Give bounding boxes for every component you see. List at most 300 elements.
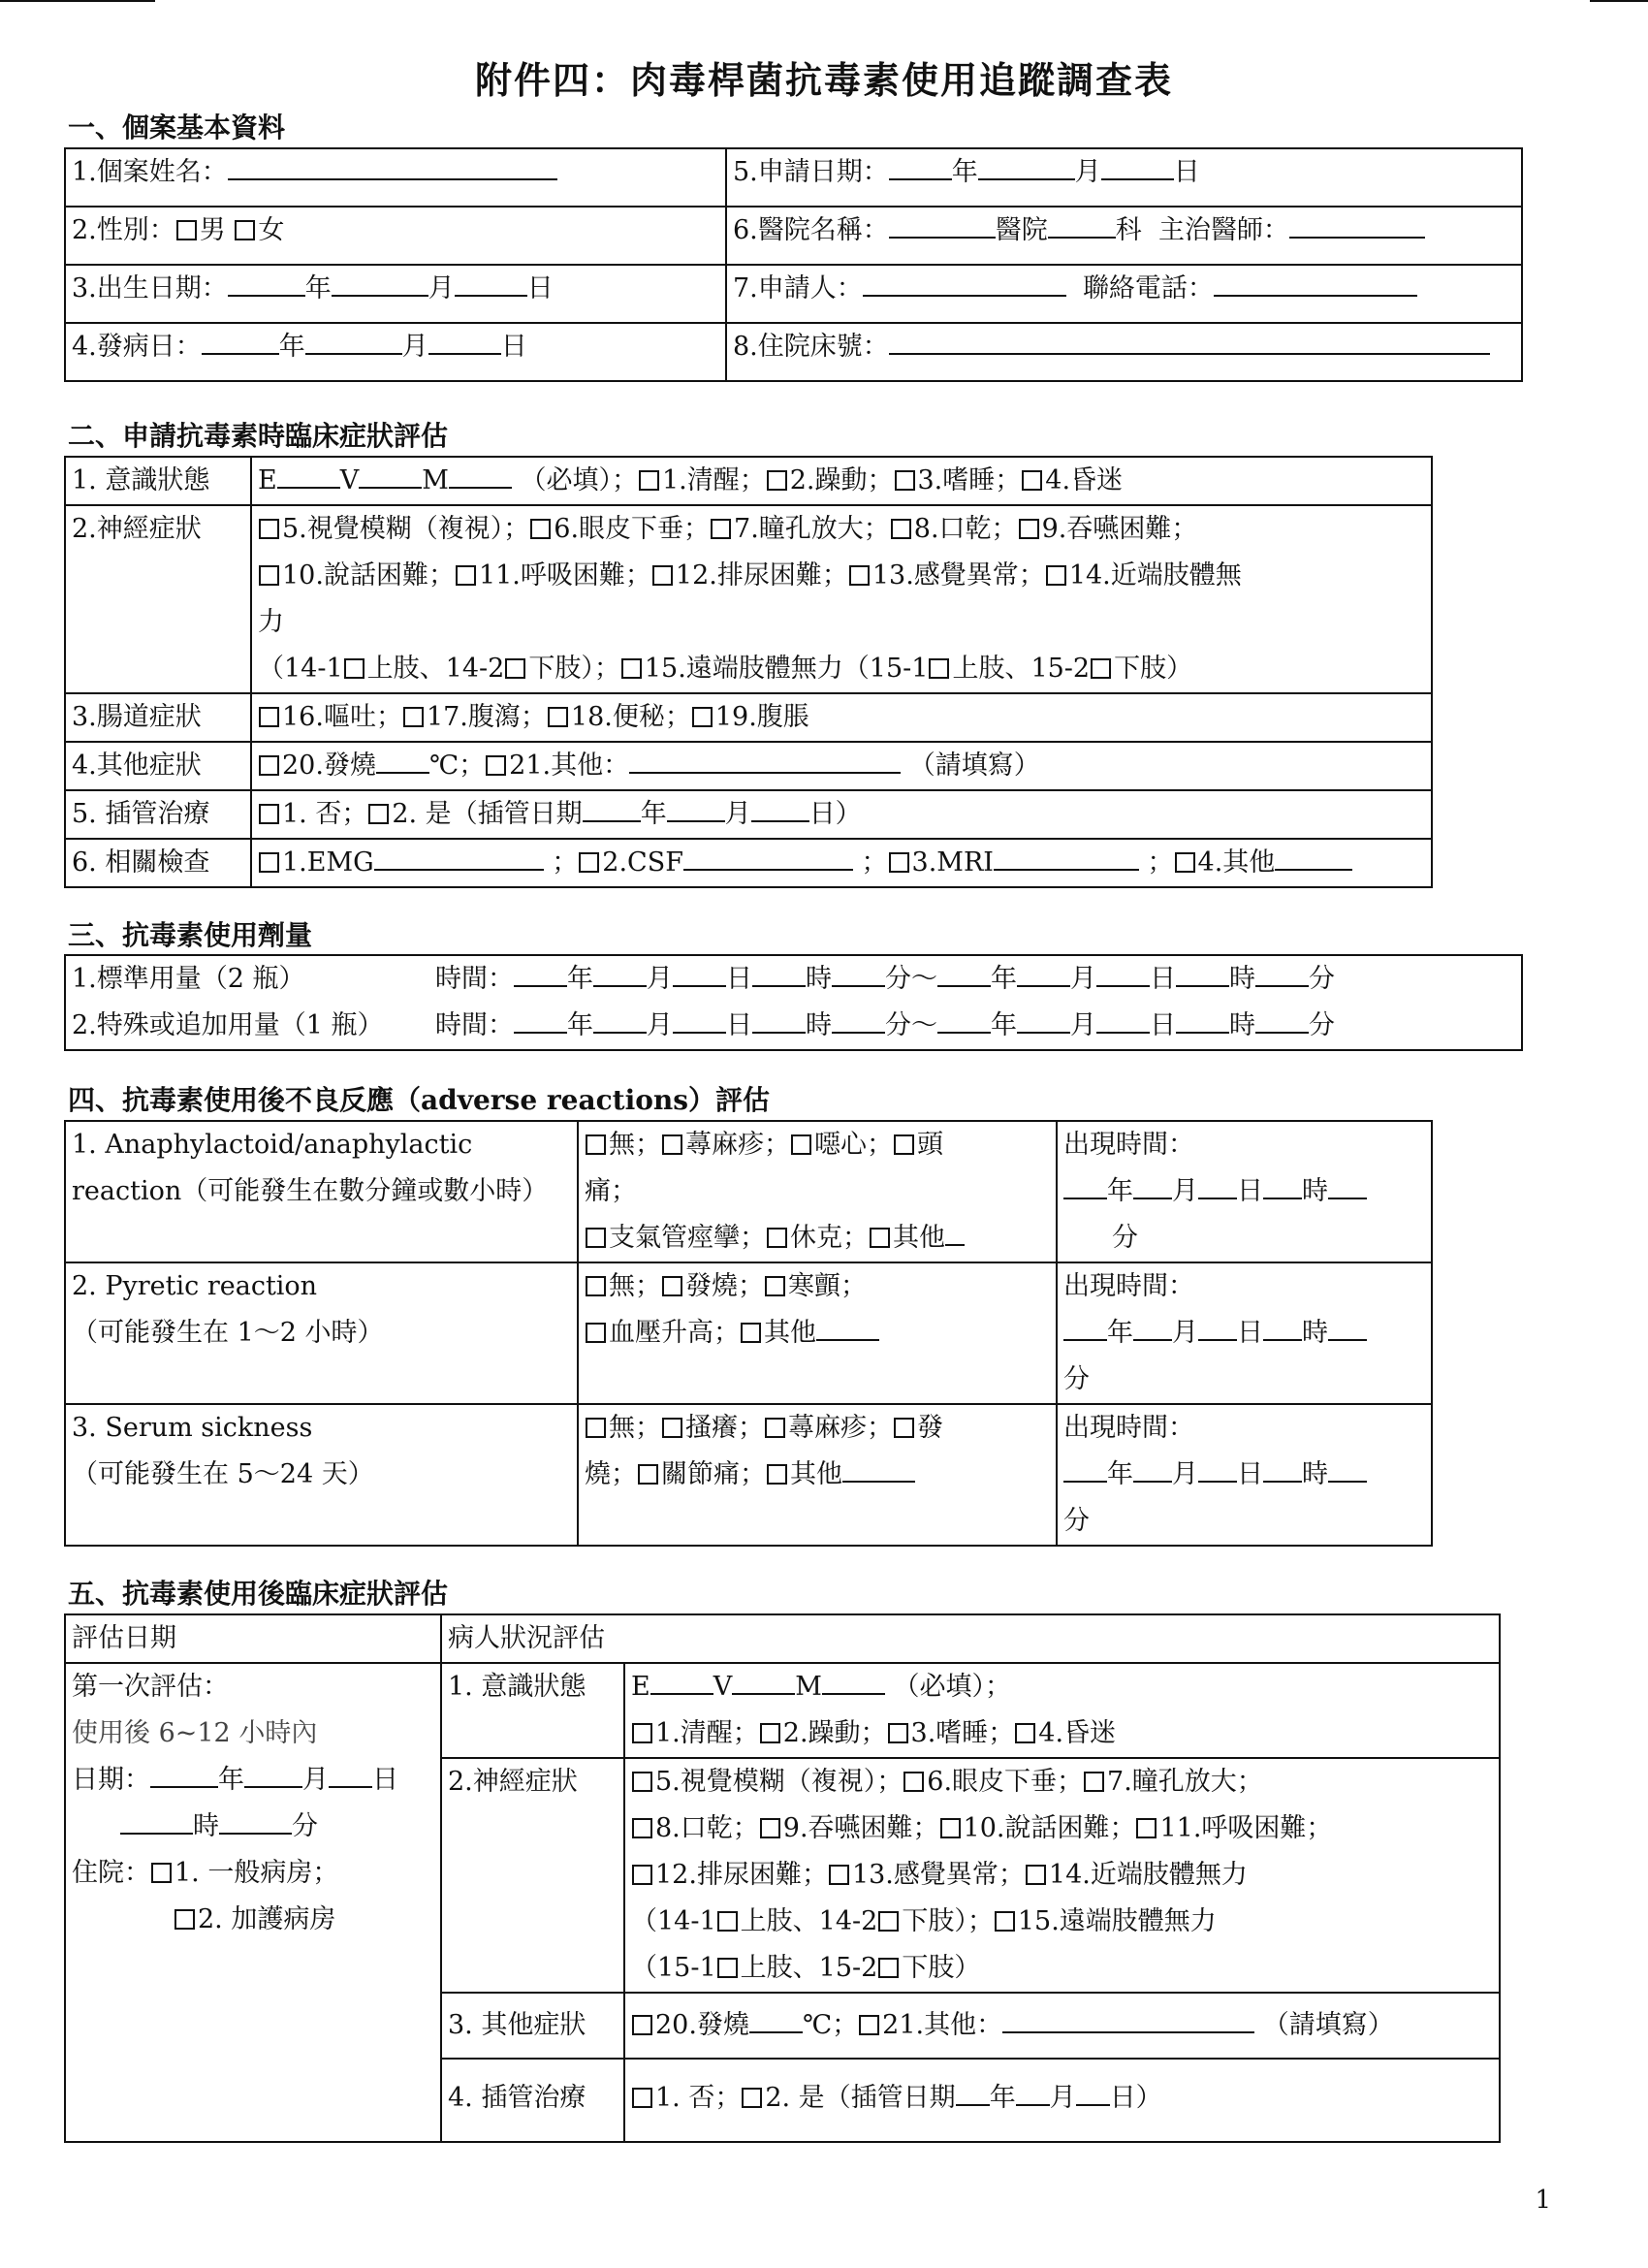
option-label: 燒； — [585, 1459, 637, 1489]
checkbox[interactable] — [1084, 1772, 1104, 1792]
checkbox[interactable] — [717, 1911, 738, 1932]
basic-info-table — [64, 147, 1523, 382]
minute-label: 分 — [292, 1811, 318, 1841]
checkbox[interactable] — [368, 804, 389, 824]
symptoms-table — [64, 456, 1433, 888]
pyretic-note: （可能發生在 1～2 小時） — [72, 1318, 384, 1348]
time-field[interactable] — [1063, 1174, 1107, 1199]
consciousness-cell — [251, 457, 1432, 505]
checkbox[interactable] — [586, 1228, 606, 1248]
e-label: E — [631, 1672, 650, 1702]
apply-date-cell — [726, 148, 1522, 207]
option-label: 13.感覺異常； — [851, 1860, 1025, 1890]
month-label: 月 — [302, 1765, 329, 1795]
checkbox[interactable] — [632, 1772, 652, 1792]
apply-month-field[interactable] — [978, 155, 1075, 180]
option-label: 其他 — [790, 1459, 842, 1489]
hour-label: 時 — [1302, 1459, 1328, 1489]
checkbox[interactable] — [259, 707, 279, 727]
checkbox[interactable] — [717, 1958, 738, 1978]
date-field[interactable] — [583, 797, 641, 822]
male-checkbox[interactable] — [176, 220, 197, 240]
required-note: （必填）； — [520, 465, 638, 495]
option-label: 1.清醒； — [661, 465, 766, 495]
checkbox[interactable] — [344, 658, 364, 679]
anaphylactic-label: 1. Anaphylactoid/anaphylactic — [72, 1130, 473, 1160]
option-label: 12.排尿困難； — [655, 1860, 828, 1890]
bed-cell — [726, 323, 1522, 381]
year-label: 年 — [567, 1010, 593, 1040]
checkbox[interactable] — [638, 1464, 658, 1485]
option-label: 下肢）； — [902, 1906, 994, 1936]
anaphylactic-note: reaction（可能發生在數分鐘或數小時） — [72, 1176, 549, 1206]
hospital-label: 6.醫院名稱： — [733, 215, 889, 245]
checkbox[interactable] — [894, 1418, 914, 1438]
extra-dose-label: 2.特殊或追加用量（1 瓶） — [72, 1010, 384, 1040]
year-label: 年 — [1107, 1318, 1133, 1348]
option-label: 7.瞳孔放大； — [1107, 1767, 1263, 1797]
v-field[interactable] — [732, 1670, 795, 1695]
other-field[interactable] — [629, 749, 901, 774]
time-field[interactable] — [1255, 962, 1309, 987]
time-field[interactable] — [1176, 1008, 1229, 1034]
page-title: 附件四：肉毒桿菌抗毒素使用追蹤調查表 — [474, 58, 1173, 102]
onset-year-field[interactable] — [202, 330, 279, 355]
time-field[interactable] — [1198, 1316, 1237, 1341]
time-field[interactable] — [1133, 1316, 1172, 1341]
option-label: 2. 是（插管日期 — [765, 2083, 956, 2113]
option-label: 12.排尿困難； — [675, 560, 848, 591]
apply-date-label: 5.申請日期： — [733, 157, 889, 187]
separator: ； — [1147, 847, 1174, 878]
e-field[interactable] — [650, 1670, 713, 1695]
applicant-field[interactable] — [863, 272, 1066, 297]
checkbox[interactable] — [765, 1418, 785, 1438]
appear-time-cell — [1057, 1121, 1432, 1262]
phone-field[interactable] — [1214, 272, 1417, 297]
dosage-table — [64, 954, 1523, 1051]
option-label: 20.發燒 — [282, 751, 376, 781]
checkbox[interactable] — [767, 1228, 787, 1248]
checkbox[interactable] — [1091, 658, 1111, 679]
hour-label: 時 — [806, 1010, 832, 1040]
checkbox[interactable] — [586, 1323, 606, 1343]
date-field[interactable] — [751, 797, 809, 822]
time-field[interactable] — [673, 962, 726, 987]
checkbox[interactable] — [632, 1723, 652, 1743]
checkbox[interactable] — [259, 755, 279, 776]
checkbox[interactable] — [878, 1911, 899, 1932]
time-field[interactable] — [1063, 1457, 1107, 1483]
mri-field[interactable] — [994, 846, 1139, 871]
option-label: 蕁麻疹； — [685, 1130, 790, 1160]
time-field[interactable] — [593, 1008, 647, 1034]
time-field[interactable] — [1328, 1174, 1367, 1199]
month-label: 月 — [1074, 157, 1101, 187]
checkbox[interactable] — [849, 565, 870, 586]
option-label: 2. 加護病房 — [198, 1904, 336, 1934]
month-label: 月 — [428, 273, 455, 303]
apply-day-field[interactable] — [1101, 155, 1174, 180]
bed-field[interactable] — [889, 330, 1490, 355]
dosage-cell — [65, 955, 1522, 1050]
date-field[interactable] — [1076, 2081, 1110, 2106]
date-field[interactable] — [150, 1763, 218, 1788]
option-label: 13.感覺異常； — [872, 560, 1045, 591]
checkbox[interactable] — [259, 852, 279, 873]
first-eval-window: 使用後 6~12 小時內 — [72, 1718, 318, 1748]
e-field[interactable] — [277, 463, 340, 489]
time-field[interactable] — [937, 1008, 991, 1034]
time-field[interactable] — [937, 962, 991, 987]
time-field[interactable] — [752, 962, 806, 987]
month-label: 月 — [1172, 1318, 1198, 1348]
option-label: 無； — [609, 1130, 661, 1160]
time-field[interactable] — [1017, 962, 1070, 987]
checkbox[interactable] — [259, 565, 279, 586]
day-label: 日） — [1109, 2083, 1162, 2113]
time-field[interactable] — [1255, 1008, 1309, 1034]
unit-label: ℃； — [802, 2010, 859, 2040]
month-label: 月 — [647, 1010, 673, 1040]
option-label: 1.清醒； — [655, 1718, 759, 1748]
option-label: 14.近端肢體無 — [1068, 560, 1242, 591]
minute-label: 分 — [1063, 1506, 1090, 1536]
consciousness-label: 1. 意識狀態 — [65, 457, 251, 505]
checkbox[interactable] — [791, 1134, 811, 1155]
checkbox[interactable] — [151, 1863, 172, 1883]
checkbox[interactable] — [662, 1418, 682, 1438]
other-symptom-label: 4.其他症狀 — [65, 742, 251, 790]
checkbox[interactable] — [632, 2088, 652, 2108]
checkbox[interactable] — [829, 1865, 849, 1885]
option-label: 20.發燒 — [655, 2010, 749, 2040]
date-label: 日期： — [72, 1765, 150, 1795]
checkbox[interactable] — [760, 1818, 780, 1838]
post-assessment-table — [64, 1613, 1501, 2143]
hour-label: 時 — [1302, 1176, 1328, 1206]
date-field[interactable] — [667, 797, 725, 822]
checkbox[interactable] — [767, 1464, 787, 1485]
checkbox[interactable] — [929, 658, 949, 679]
page-number: 1 — [1535, 2186, 1551, 2215]
option-label: 18.便秘； — [570, 702, 691, 732]
birth-day-field[interactable] — [455, 272, 527, 297]
checkbox[interactable] — [870, 1228, 890, 1248]
year-label: 年 — [304, 273, 332, 303]
intubation-cell — [251, 790, 1432, 839]
checkbox[interactable] — [1015, 1723, 1035, 1743]
day-label: 日 — [726, 1010, 752, 1040]
doctor-field[interactable] — [1289, 213, 1425, 239]
v-label: V — [713, 1672, 733, 1702]
checkbox[interactable] — [742, 2088, 762, 2108]
time-field[interactable] — [1263, 1316, 1302, 1341]
option-label: 1. 否； — [282, 799, 368, 829]
m-field[interactable] — [449, 463, 512, 489]
option-label: 17.腹瀉； — [426, 702, 547, 732]
day-label: 日 — [1173, 157, 1200, 187]
first-eval-cell — [65, 1663, 441, 2142]
doctor-label: 主治醫師： — [1157, 215, 1289, 245]
time-field[interactable] — [1263, 1457, 1302, 1483]
checkbox[interactable] — [711, 519, 731, 539]
time-field[interactable] — [832, 1008, 885, 1034]
gi-cell — [251, 693, 1432, 742]
checkbox[interactable] — [1026, 1865, 1046, 1885]
option-label: 10.說話困難； — [963, 1813, 1136, 1843]
appear-time-cell — [1057, 1404, 1432, 1546]
checkbox[interactable] — [579, 852, 599, 873]
checkbox[interactable] — [662, 1134, 682, 1155]
option-label: 噁心； — [814, 1130, 893, 1160]
checkbox[interactable] — [174, 1909, 195, 1930]
option-label: 支氣管痙攣； — [609, 1223, 766, 1253]
day-label: 日） — [808, 799, 862, 829]
day-label: 日 — [372, 1765, 398, 1795]
gender-label: 2.性別： — [72, 215, 175, 245]
time-field[interactable] — [1198, 1457, 1237, 1483]
option-label: 痛； — [585, 1176, 637, 1206]
option-label: 14.近端肢體無力 — [1048, 1860, 1248, 1890]
checkbox[interactable] — [760, 1723, 780, 1743]
birth-year-field[interactable] — [228, 272, 305, 297]
checkbox[interactable] — [632, 1865, 652, 1885]
option-label: 頭 — [917, 1130, 943, 1160]
checkbox[interactable] — [1022, 470, 1042, 491]
bed-label: 8.住院床號： — [733, 332, 889, 362]
anaphylactic-label-cell — [65, 1121, 578, 1262]
checkbox[interactable] — [586, 1418, 606, 1438]
time-field[interactable] — [1133, 1174, 1172, 1199]
year-label: 年 — [567, 964, 593, 994]
option-label: 10.說話困難； — [282, 560, 455, 591]
checkbox[interactable] — [765, 1276, 785, 1296]
date-field[interactable] — [244, 1763, 302, 1788]
option-label: 15.遠端肢體無力 — [1017, 1906, 1217, 1936]
v-field[interactable] — [359, 463, 422, 489]
day-label: 日 — [1150, 964, 1176, 994]
date-field[interactable] — [956, 2081, 990, 2106]
onset-day-field[interactable] — [428, 330, 501, 355]
option-label: 7.瞳孔放大； — [734, 514, 890, 544]
day-label: 日 — [526, 273, 554, 303]
fever-field[interactable] — [376, 749, 429, 774]
serum-options — [578, 1404, 1057, 1546]
checkbox[interactable] — [530, 519, 551, 539]
required-note: （必填）； — [893, 1672, 1011, 1702]
checkbox[interactable] — [1046, 565, 1066, 586]
option-label: 6.眼皮下垂； — [554, 514, 711, 544]
birth-month-field[interactable] — [332, 272, 428, 297]
time-field[interactable] — [514, 962, 567, 987]
date-field[interactable] — [1016, 2081, 1050, 2106]
time-field[interactable] — [1133, 1457, 1172, 1483]
pyretic-options — [578, 1262, 1057, 1404]
year-label: 年 — [278, 332, 305, 362]
eval-date-header: 評估日期 — [65, 1614, 441, 1663]
option-label: 寒顫； — [788, 1271, 867, 1301]
option-label: 上肢、15-2 — [740, 1953, 878, 1983]
day-label: 日 — [1237, 1176, 1263, 1206]
checkbox[interactable] — [1136, 1818, 1157, 1838]
time-field[interactable] — [1263, 1174, 1302, 1199]
section-4-heading: 四、抗毒素使用後不良反應（adverse reactions）評估 — [68, 1084, 771, 1116]
csf-field[interactable] — [683, 846, 853, 871]
minute-label: 分 — [1309, 964, 1335, 994]
time-field[interactable] — [673, 1008, 726, 1034]
checkbox[interactable] — [903, 1772, 924, 1792]
year-label: 年 — [1107, 1176, 1133, 1206]
option-label: 15.遠端肢體無力（15-1 — [644, 654, 929, 684]
option-label: 9.吞嚥困難； — [782, 1813, 939, 1843]
time-field[interactable] — [832, 962, 885, 987]
option-label: 8.口乾； — [913, 514, 1018, 544]
option-label: 上肢、15-2 — [952, 654, 1091, 684]
option-label: 蕁麻疹； — [788, 1413, 893, 1443]
hospital-field[interactable] — [889, 213, 996, 239]
checkbox[interactable] — [1175, 852, 1195, 873]
checkbox[interactable] — [889, 852, 909, 873]
time-field[interactable] — [514, 1008, 567, 1034]
neuro-label: 2.神經症狀 — [441, 1758, 624, 1993]
year-label: 年 — [991, 1010, 1017, 1040]
checkbox[interactable] — [259, 804, 279, 824]
checkbox[interactable] — [586, 1276, 606, 1296]
checkbox[interactable] — [456, 565, 476, 586]
checkbox[interactable] — [486, 755, 506, 776]
anaphylactic-options — [578, 1121, 1057, 1262]
male-label: 男 — [199, 215, 226, 245]
emg-field[interactable] — [374, 846, 544, 871]
other-field[interactable] — [816, 1316, 879, 1341]
option-label: （15-1 — [631, 1953, 716, 1983]
year-label: 年 — [989, 2083, 1016, 2113]
appear-label: 出現時間： — [1063, 1413, 1194, 1443]
time-field[interactable] — [1176, 962, 1229, 987]
section-2-heading: 二、申請抗毒素時臨床症狀評估 — [68, 420, 449, 452]
time-field[interactable] — [1096, 962, 1150, 987]
option-label: 21.其他： — [882, 2010, 1003, 2040]
birth-cell — [65, 265, 726, 323]
name-field[interactable] — [228, 155, 557, 180]
minute-label: 分 — [1063, 1364, 1090, 1394]
checkbox[interactable] — [692, 707, 713, 727]
checkbox[interactable] — [995, 1911, 1015, 1932]
time-field[interactable] — [752, 1008, 806, 1034]
checkbox[interactable] — [891, 519, 911, 539]
checkbox[interactable] — [632, 2015, 652, 2035]
checkbox[interactable] — [639, 470, 659, 491]
other-field[interactable] — [842, 1457, 915, 1483]
day-label: 日 — [1237, 1459, 1263, 1489]
option-label: 2.CSF — [602, 847, 683, 878]
checkbox[interactable] — [940, 1818, 961, 1838]
time-field[interactable] — [1017, 1008, 1070, 1034]
other-symptom-cell — [251, 742, 1432, 790]
minute-label: 分 — [1309, 1010, 1335, 1040]
option-label: 2.躁動； — [782, 1718, 887, 1748]
applicant-label: 7.申請人： — [733, 273, 863, 303]
separator: ； — [552, 847, 579, 878]
checkbox[interactable] — [859, 2015, 879, 2035]
option-label: 6.眼皮下垂； — [927, 1767, 1084, 1797]
time-field[interactable] — [120, 1809, 193, 1835]
fever-field[interactable] — [749, 2008, 803, 2033]
neuro-cell — [624, 1758, 1500, 1993]
checkbox[interactable] — [621, 658, 642, 679]
checkbox[interactable] — [652, 565, 673, 586]
checkbox[interactable] — [888, 1723, 908, 1743]
separator: ； — [861, 847, 888, 878]
checkbox[interactable] — [662, 1276, 682, 1296]
checkbox[interactable] — [894, 1134, 914, 1155]
option-label: 休克； — [790, 1223, 869, 1253]
time-field[interactable] — [593, 962, 647, 987]
dept-field[interactable] — [1048, 213, 1116, 239]
checkbox[interactable] — [586, 1134, 606, 1155]
time-field[interactable] — [1198, 1174, 1237, 1199]
pyretic-label: 2. Pyretic reaction — [72, 1271, 318, 1301]
time-field[interactable] — [1063, 1316, 1107, 1341]
time-field[interactable] — [219, 1809, 292, 1835]
option-label: 上肢、14-2 — [366, 654, 505, 684]
birth-label: 3.出生日期： — [72, 273, 228, 303]
checkbox[interactable] — [505, 658, 525, 679]
other-field[interactable] — [1002, 2008, 1254, 2033]
other-exam-field[interactable] — [1275, 846, 1352, 871]
checkbox[interactable] — [895, 470, 915, 491]
option-label: 2. 是（插管日期 — [392, 799, 583, 829]
gender-cell — [65, 207, 726, 265]
option-label: 下肢）； — [528, 654, 620, 684]
intubation-cell — [624, 2059, 1500, 2142]
option-label: 19.腹脹 — [714, 702, 809, 732]
option-label: 下肢） — [1114, 654, 1193, 684]
time-field[interactable] — [1328, 1316, 1367, 1341]
checkbox[interactable] — [259, 519, 279, 539]
option-label: 血壓升高； — [609, 1318, 740, 1348]
option-label: 1. 否； — [655, 2083, 742, 2113]
option-label: 4.昏迷 — [1038, 1718, 1117, 1748]
checkbox[interactable] — [878, 1958, 899, 1978]
hospital-unit-label: 醫院 — [995, 215, 1048, 245]
onset-month-field[interactable] — [305, 330, 402, 355]
option-label: 2.躁動； — [789, 465, 894, 495]
female-checkbox[interactable] — [235, 220, 255, 240]
other-field[interactable] — [945, 1221, 965, 1246]
checkbox[interactable] — [767, 470, 787, 491]
hour-label: 時 — [1229, 964, 1255, 994]
option-label: 5.視覺模糊（複視）； — [655, 1767, 903, 1797]
date-field[interactable] — [329, 1763, 372, 1788]
serum-label: 3. Serum sickness — [72, 1413, 313, 1443]
hospital-cell — [726, 207, 1522, 265]
checkbox[interactable] — [741, 1323, 761, 1343]
m-field[interactable] — [822, 1670, 885, 1695]
checkbox[interactable] — [632, 1818, 652, 1838]
apply-year-field[interactable] — [889, 155, 952, 180]
checkbox[interactable] — [548, 707, 568, 727]
month-label: 月 — [1172, 1459, 1198, 1489]
option-label: 上肢、14-2 — [740, 1906, 878, 1936]
year-label: 年 — [991, 964, 1017, 994]
time-field[interactable] — [1096, 1008, 1150, 1034]
checkbox[interactable] — [1019, 519, 1039, 539]
checkbox[interactable] — [403, 707, 424, 727]
time-field[interactable] — [1328, 1457, 1367, 1483]
name-cell — [65, 148, 726, 207]
